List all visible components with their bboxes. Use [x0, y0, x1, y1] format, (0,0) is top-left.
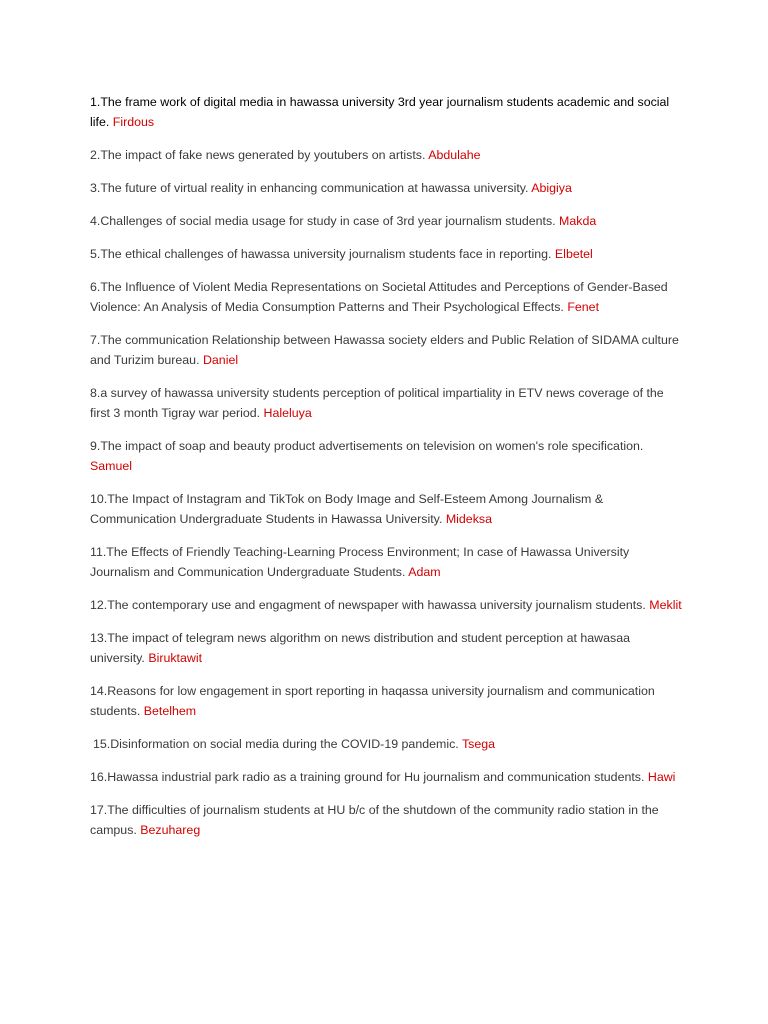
list-item [90, 628, 686, 668]
student-name: Abdulahe [428, 148, 481, 162]
entry-title: 8.a survey of hawassa university students perception of political impartiality in ETV news coverage of the first 3 month Tigray war period. [90, 386, 664, 420]
list-item [90, 767, 686, 787]
student-name: Mideksa [445, 512, 492, 526]
entry-title: 7.The communication Relationship between Hawassa society elders and Public Relation of SIDAMA culture and Turizim bureau. [90, 333, 679, 367]
student-name: Abigiya [531, 181, 572, 195]
list-item [90, 244, 686, 264]
entry-title: 9.The impact of soap and beauty product advertisements on television on women's role specification. [90, 439, 644, 453]
student-name: Biruktawit [148, 651, 203, 665]
list-item [90, 178, 686, 198]
student-name: Hawi [647, 770, 676, 784]
entry-title: 5.The ethical challenges of hawassa university journalism students face in reporting. [90, 247, 552, 261]
list-item [90, 145, 686, 165]
student-name: Betelhem [143, 704, 197, 718]
entry-title: 13.The impact of telegram news algorithm on news distribution and student perception at hawasaa university. [90, 631, 630, 665]
student-name: Haleluya [263, 406, 312, 420]
list-item [90, 92, 686, 132]
student-name: Tsega [461, 737, 496, 751]
document-page [90, 92, 686, 853]
list-item [90, 383, 686, 423]
entry-title: 14.Reasons for low engagement in sport reporting in haqassa university journalism and communication students. [90, 684, 655, 718]
entry-title: 4.Challenges of social media usage for study in case of 3rd year journalism students. [90, 214, 556, 228]
list-item [90, 211, 686, 231]
entry-title: 16.Hawassa industrial park radio as a training ground for Hu journalism and communication students. [90, 770, 645, 784]
student-name: Elbetel [554, 247, 593, 261]
student-name: Bezuhareg [140, 823, 201, 837]
list-item [90, 595, 686, 615]
list-item [90, 681, 686, 721]
student-name: Meklit [649, 598, 682, 612]
list-item [90, 489, 686, 529]
list-item [90, 277, 686, 317]
entry-title: 6.The Influence of Violent Media Representations on Societal Attitudes and Perceptions of Gender-Based Violence: An Analysis of Media Consumption Patterns and Their Psychological Effects. [90, 280, 668, 314]
entry-title: 12.The contemporary use and engagment of newspaper with hawassa university journalism students. [90, 598, 646, 612]
entry-title: 17.The difficulties of journalism students at HU b/c of the shutdown of the community radio station in the campus. [90, 803, 659, 837]
list-item [90, 542, 686, 582]
student-name: Makda [559, 214, 597, 228]
student-name: Daniel [202, 353, 239, 367]
student-name: Adam [408, 565, 441, 579]
entry-title: 11.The Effects of Friendly Teaching-Learning Process Environment; In case of Hawassa University Journalism and Communication Undergraduate Students. [90, 545, 630, 579]
list-item [90, 800, 686, 840]
student-name: Samuel [90, 459, 133, 473]
student-name: Firdous [112, 115, 155, 129]
entry-title: 1.The frame work of digital media in hawassa university 3rd year journalism students academic and social life. [90, 95, 670, 129]
entry-title: 2.The impact of fake news generated by youtubers on artists. [90, 148, 426, 162]
student-name: Fenet [567, 300, 600, 314]
list-item [90, 330, 686, 370]
list-item [90, 734, 686, 754]
entry-title: 3.The future of virtual reality in enhancing communication at hawassa university. [90, 181, 529, 195]
entry-title: 15.Disinformation on social media during the COVID-19 pandemic. [93, 737, 459, 751]
entry-title: 10.The Impact of Instagram and TikTok on Body Image and Self-Esteem Among Journalism & Communication Undergraduate Students in Hawassa University. [90, 492, 604, 526]
list-item [90, 436, 686, 476]
